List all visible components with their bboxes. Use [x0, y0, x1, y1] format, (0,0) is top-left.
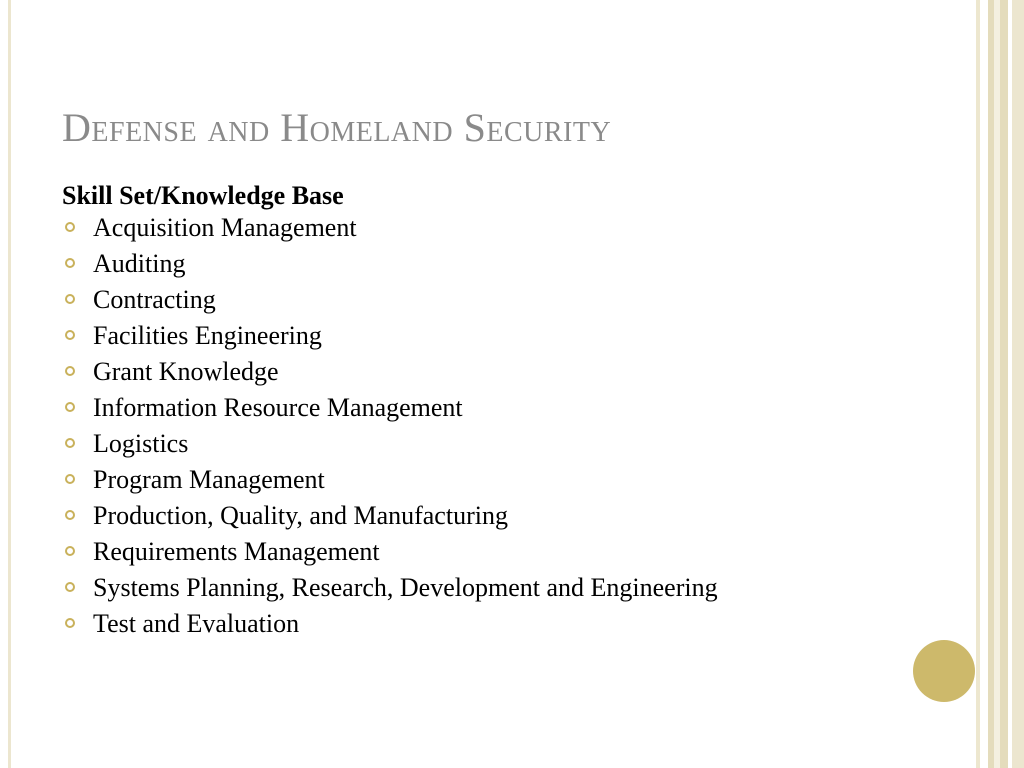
bullet-item [62, 214, 892, 241]
decor-band [1012, 0, 1024, 768]
bullet-item [62, 322, 892, 349]
bullet-text: Test and Evaluation [93, 609, 300, 638]
slide-body [62, 178, 892, 646]
bullet-text: Contracting [93, 285, 216, 314]
bullet-icon [65, 546, 75, 556]
right-decorative-bands [976, 0, 1024, 768]
bullet-text: Logistics [93, 429, 189, 458]
bullet-text: Information Resource Management [93, 393, 463, 422]
bullet-icon [65, 294, 75, 304]
gold-circle-decoration [913, 640, 975, 702]
bullet-icon [65, 474, 75, 484]
bullet-icon [65, 510, 75, 520]
bullet-list [62, 214, 892, 637]
bullet-text: Grant Knowledge [93, 357, 279, 386]
bullet-icon [65, 438, 75, 448]
bullet-item [62, 502, 892, 529]
bullet-text: Facilities Engineering [93, 321, 322, 350]
bullet-item [62, 574, 892, 601]
bullet-icon [65, 222, 75, 232]
bullet-text: Systems Planning, Research, Development and Engineering [93, 573, 718, 602]
bullet-icon [65, 330, 75, 340]
bullet-icon [65, 258, 75, 268]
bullet-text: Program Management [93, 465, 325, 494]
bullet-text: Production, Quality, and Manufacturing [93, 501, 508, 530]
left-decorative-strip [0, 0, 11, 768]
subheading: Skill Set/Knowledge Base [62, 181, 344, 210]
bullet-icon [65, 402, 75, 412]
bullet-text: Requirements Management [93, 537, 380, 566]
bullet-item [62, 610, 892, 637]
slide-title: Defense and Homeland Security [62, 105, 612, 150]
bullet-item [62, 250, 892, 277]
bullet-item [62, 466, 892, 493]
bullet-text: Auditing [93, 249, 186, 278]
bullet-item [62, 430, 892, 457]
bullet-item [62, 358, 892, 385]
bullet-icon [65, 618, 75, 628]
bullet-icon [65, 366, 75, 376]
decor-band [1000, 0, 1008, 768]
bullet-item [62, 286, 892, 313]
decor-band [980, 0, 988, 768]
bullet-item [62, 538, 892, 565]
bullet-item [62, 394, 892, 421]
bullet-text: Acquisition Management [93, 213, 357, 242]
bullet-icon [65, 582, 75, 592]
